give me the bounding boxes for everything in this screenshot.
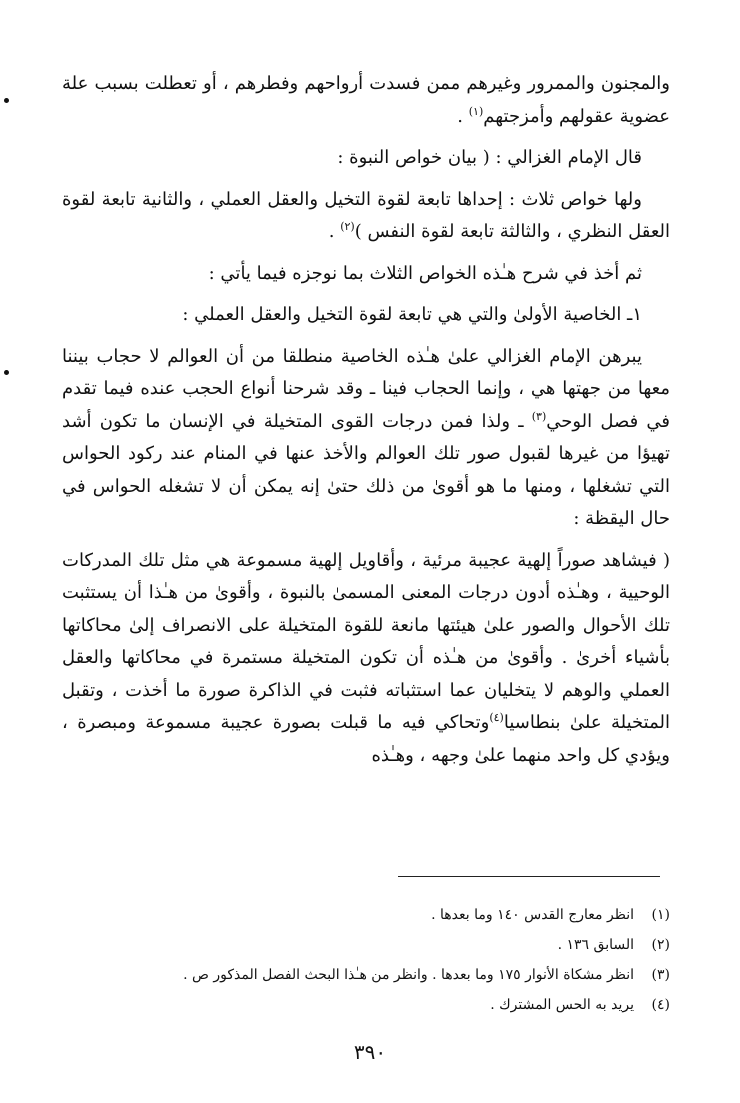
footnote-text: السابق ١٣٦ . — [557, 937, 634, 953]
paragraph-4: ثم أخذ في شرح هـٰذه الخواص الثلاث بما نوجزه فيما يأتي : — [208, 262, 642, 284]
margin-dot — [4, 370, 9, 375]
paragraph-1: والمجنون والممرور وغيرهم ممن فسدت أرواحهم وفطرهم ، أو تعطلت بسبب علة عضوية عقولهم وأمزجتهم$^{(١)}$ . — [62, 73, 670, 127]
quotation: ( فيشاهد صوراً إلهية عجيبة مرئية ، وأقاويل إلهية مسموعة هي مثل تلك المدركات الوحيية ، وهـٰذه أدون درجات المعنى المسمىٰ بالنبوة ، وأقوىٰ من هـٰذا أن يستثبت تلك الأحوال والصور علىٰ هيئتها مانعة للقوة المتخيلة على الانصراف إلىٰ محاكاتها بأشياء أخرىٰ . وأقوىٰ من هـٰذه أن تكون المتخيلة مستمرة في محاكاتها والعقل العملي والوهم لا يتخليان عما استثباته فثبت في الذاكرة صورة ما أخذت ، وتقبل المتخيلة علىٰ بنطاسيا$^{(٤)}$وتحاكي فيه ما قبلت بصورة عجيبة مسموعة ومبصرة ، ويؤدي كل واحد منهما علىٰ وجهه ، وهـٰذه — [62, 549, 670, 766]
footnote-divider — [398, 876, 660, 877]
section-heading: ١ـ الخاصية الأولىٰ والتي هي تابعة لقوة التخيل والعقل العملي : — [182, 304, 642, 325]
footnote-number: (٣) — [651, 967, 670, 983]
footnote-ref[interactable]: (٢) — [340, 220, 355, 233]
footnote-item — [62, 990, 670, 1020]
footnote-item — [62, 960, 670, 990]
page-number: ٣٩٠ — [353, 1040, 387, 1064]
footnote-ref[interactable]: (٣) — [531, 409, 547, 423]
footnote-text: يريد به الحس المشترك . — [490, 997, 634, 1013]
footnote-item — [62, 930, 670, 960]
footnotes — [62, 900, 670, 1020]
paragraph-5: يبرهن الإمام الغزالي علىٰ هـٰذه الخاصية منطلقا من أن العوالم لا حجاب بيننا معها من جهتها هي ، وإنما الحجاب فينا ـ وقد شرحنا أنواع الحجب عنده فيما تقدم في فصل الوحي$^{(٣)}$ ـ ولذا فمن درجات القوى المتخيلة في الإنسان ما تكون أشد تهيؤا من غيرها لقبول صور تلك العوالم والأخذ عنها في المنام عند ركود الحواس التي تشغلها ، ومنها ما هو أقوىٰ من ذلك حتىٰ إنه يمكن أن لا تشغله الحواس في حال اليقظة : — [62, 345, 671, 529]
body-text — [62, 68, 670, 781]
footnote-text: انظر مشكاة الأنوار ١٧٥ وما بعدها . وانظر من هـٰذا البحث الفصل المذكور ص . — [183, 967, 634, 983]
footnote-number: (٤) — [651, 997, 670, 1013]
footnote-text: انظر معارج القدس ١٤٠ وما بعدها . — [431, 907, 634, 923]
paragraph-3: ولها خواص ثلاث : إحداها تابعة لقوة التخيل والعقل العملي ، والثانية تابعة لقوة العقل النظري ، والثالثة تابعة لقوة النفس )$^{(٢)}$ . — [62, 188, 670, 242]
margin-dot — [4, 98, 9, 103]
paragraph-2: قال الإمام الغزالي : ( بيان خواص النبوة : — [337, 147, 642, 168]
footnote-number: (٢) — [651, 937, 670, 953]
footnote-ref[interactable]: (١) — [468, 104, 484, 118]
footnote-ref[interactable]: (٤) — [489, 711, 504, 724]
footnote-number: (١) — [651, 907, 670, 923]
footnote-item — [62, 900, 670, 930]
